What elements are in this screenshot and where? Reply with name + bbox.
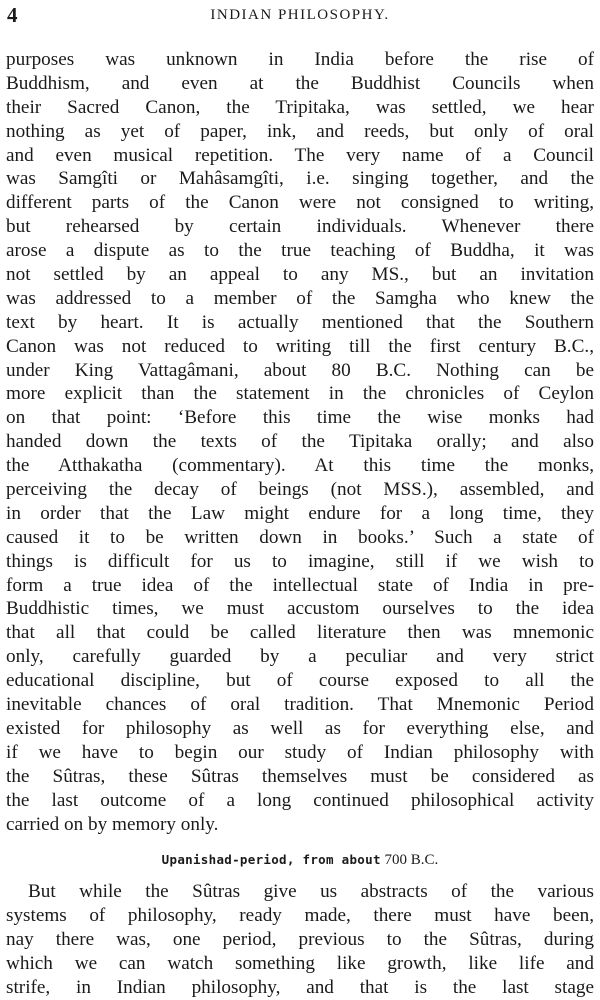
text-line: Buddhistic times, we must accustom ourselves to the idea	[6, 598, 594, 620]
text-line: but rehearsed by certain individuals. Whenever there	[6, 216, 594, 238]
running-head	[6, 2, 594, 28]
text-line: the last outcome of a long continued philosophical activity	[6, 789, 594, 811]
paragraph-mnemonic-period	[6, 48, 594, 836]
text-line: inevitable chances of oral tradition. That Mnemonic Period	[6, 694, 594, 716]
text-line: if we have to begin our study of Indian philosophy with	[6, 741, 594, 763]
text-line: the Atthakatha (commentary). At this time the monks,	[6, 455, 594, 477]
text-line: caused it to be written down in books.’ Such a state of	[6, 526, 594, 548]
text-line: handed down the texts of the Tipitaka orally; and also	[6, 431, 594, 453]
text-line: not settled by an appeal to any MS., but an invitation	[6, 264, 594, 286]
section-heading	[6, 850, 594, 870]
text-line: form a true idea of the intellectual state of India in pre-	[6, 574, 594, 596]
text-line: was addressed to a member of the Samgha who knew the	[6, 287, 594, 309]
section-heading-label: Upanishad-period, from about	[161, 852, 381, 868]
text-line: perceiving the decay of beings (not MSS.), assembled, and	[6, 479, 594, 501]
text-line: systems of philosophy, ready made, there must have been,	[6, 905, 594, 927]
text-line: more explicit than the statement in the chronicles of Ceylon	[6, 383, 594, 405]
text-line: and even musical repetition. The very name of a Council	[6, 144, 594, 166]
text-line: Buddhism, and even at the Buddhist Councils when	[6, 72, 594, 94]
text-line: under King Vattagâmani, about 80 B.C. Nothing can be	[6, 359, 594, 381]
text-line: only, carefully guarded by a peculiar and very strict	[6, 646, 594, 668]
text-line: nay there was, one period, previous to the Sûtras, during	[6, 929, 594, 951]
paragraph-upanishad-period	[6, 880, 594, 999]
text-line: nothing as yet of paper, ink, and reeds, but only of oral	[6, 120, 594, 142]
text-line: purposes was unknown in India before the rise of	[6, 49, 594, 70]
text-line: strife, in Indian philosophy, and that is the last stage	[6, 976, 594, 998]
text-line: that all that could be called literature then was mnemonic	[6, 622, 594, 644]
book-page	[6, 0, 594, 998]
text-line: different parts of the Canon were not consigned to writing,	[6, 192, 594, 214]
text-line: which we can watch something like growth, like life and	[6, 953, 594, 975]
text-line: carried on by memory only.	[6, 813, 219, 835]
text-line: in order that the Law might endure for a long time, they	[6, 502, 594, 524]
text-line: their Sacred Canon, the Tripitaka, was settled, we hear	[6, 96, 594, 118]
text-line: on that point: ‘Before this time the wise monks had	[6, 407, 594, 429]
text-line: the Sûtras, these Sûtras themselves must be considered as	[6, 765, 594, 787]
section-heading-date: 700 B.C.	[384, 852, 439, 869]
text-line: was Samgîti or Mahâsamgîti, i.e. singing together, and the	[6, 168, 594, 190]
text-line: Canon was not reduced to writing till the first century B.C.,	[6, 335, 594, 357]
text-line: arose a dispute as to the true teaching of Buddha, it was	[6, 240, 594, 262]
text-line: text by heart. It is actually mentioned that the Southern	[6, 311, 594, 333]
text-line: But while the Sûtras give us abstracts of the various	[28, 881, 594, 903]
running-title: INDIAN PHILOSOPHY.	[210, 7, 390, 23]
text-line: things is difficult for us to imagine, still if we wish to	[6, 550, 594, 572]
page-number: 4	[7, 3, 18, 27]
text-line: educational discipline, but of course exposed to all the	[6, 670, 594, 692]
text-line: existed for philosophy as well as for everything else, and	[6, 717, 594, 739]
